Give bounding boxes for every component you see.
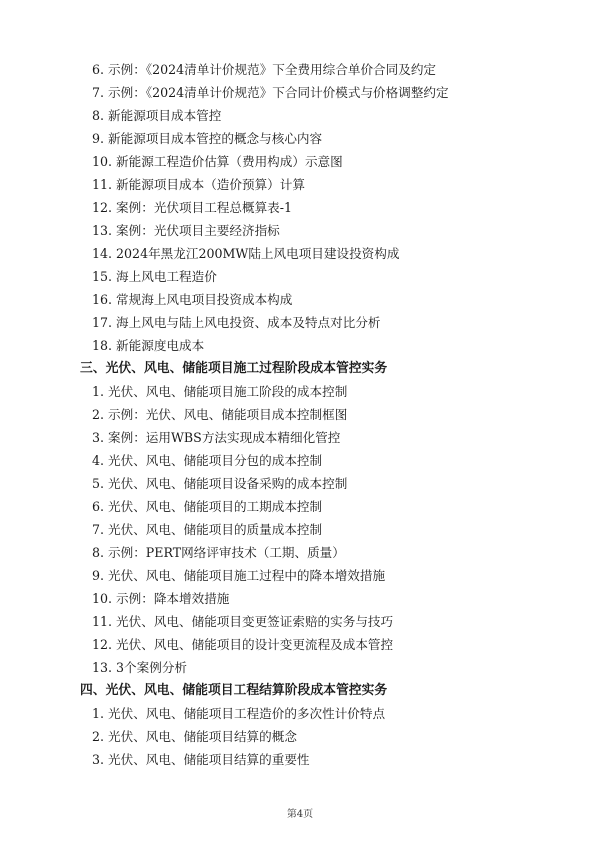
list-item: 6. 示例：《2024清单计价规范》下全费用综合单价合同及约定	[92, 62, 437, 77]
list-item: 18. 新能源度电成本	[92, 338, 205, 353]
list-item: 10. 示例：降本增效措施	[92, 591, 230, 606]
page-number: 第4页	[286, 809, 314, 820]
list-item: 3. 案例：运用WBS方法实现成本精细化管控	[92, 430, 341, 445]
list-item: 12. 光伏、风电、储能项目的设计变更流程及成本管控	[92, 637, 394, 652]
list-item: 10. 新能源工程造价估算（费用构成）示意图	[92, 154, 343, 169]
list-item: 11. 光伏、风电、储能项目变更签证索赔的实务与技巧	[92, 614, 394, 629]
list-item: 4. 光伏、风电、储能项目分包的成本控制	[92, 453, 323, 468]
list-item: 17. 海上风电与陆上风电投资、成本及特点对比分析	[92, 315, 381, 330]
list-item: 13. 3个案例分析	[92, 660, 188, 675]
list-item: 2. 示例：光伏、风电、储能项目成本控制框图	[92, 407, 348, 422]
list-item: 8. 新能源项目成本管控	[92, 108, 222, 123]
list-item: 1. 光伏、风电、储能项目施工阶段的成本控制	[92, 384, 348, 399]
list-item: 5. 光伏、风电、储能项目设备采购的成本控制	[92, 476, 348, 491]
section-heading: 四、光伏、风电、储能项目工程结算阶段成本管控实务	[80, 683, 388, 698]
list-item: 16. 常规海上风电项目投资成本构成	[92, 292, 293, 307]
list-item: 12. 案例：光伏项目工程总概算表-1	[92, 200, 293, 215]
list-item: 13. 案例：光伏项目主要经济指标	[92, 223, 280, 238]
list-item: 3. 光伏、风电、储能项目结算的重要性	[92, 752, 310, 767]
list-item: 6. 光伏、风电、储能项目的工期成本控制	[92, 499, 323, 514]
list-item: 11. 新能源项目成本（造价预算）计算	[92, 177, 305, 192]
list-item: 7. 光伏、风电、储能项目的质量成本控制	[92, 522, 323, 537]
list-item: 14. 2024年黑龙江200MW陆上风电项目建设投资构成	[92, 246, 400, 261]
list-item: 7. 示例：《2024清单计价规范》下合同计价模式与价格调整约定	[92, 85, 449, 100]
list-item: 8. 示例：PERT网络评审技术（工期、质量）	[92, 545, 345, 560]
list-item: 2. 光伏、风电、储能项目结算的概念	[92, 729, 297, 744]
list-item: 9. 光伏、风电、储能项目施工过程中的降本增效措施	[92, 568, 386, 583]
section-heading: 三、光伏、风电、储能项目施工过程阶段成本管控实务	[80, 361, 388, 376]
list-item: 1. 光伏、风电、储能项目工程造价的多次性计价特点	[92, 706, 386, 721]
list-item: 9. 新能源项目成本管控的概念与核心内容	[92, 131, 323, 146]
list-item: 15. 海上风电工程造价	[92, 269, 217, 284]
